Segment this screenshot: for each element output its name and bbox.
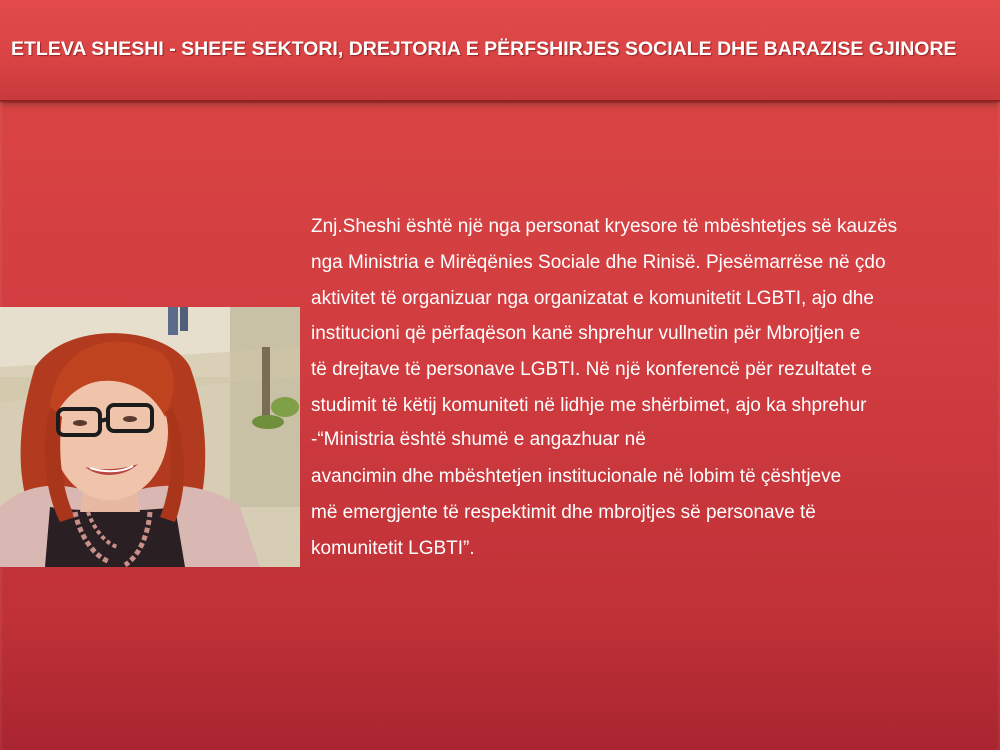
body-line: të drejtave të personave LGBTI. Në një konferencë për rezultatet e — [311, 359, 872, 380]
body-line: komunitetit LGBTI”. — [311, 538, 475, 559]
portrait-photo — [0, 307, 300, 567]
body-line: më emergjente të respektimit dhe mbrojtjes së personave të — [311, 502, 816, 523]
body-line: Znj.Sheshi është një nga personat kryesore të mbështetjes së kauzës — [311, 216, 898, 237]
body-line: -“Ministria është shumë e angazhuar në — [311, 429, 646, 450]
slide-title: ETLEVA SHESHI - SHEFE SEKTORI, DREJTORIA E PËRFSHIRJES SOCIALE DHE BARAZISE GJINORE — [11, 38, 957, 60]
body-line: institucioni që përfaqëson kanë shprehur vullnetin për Mbrojtjen e — [311, 323, 861, 344]
title-bar — [0, 0, 1000, 101]
body-line: studimit të këtij komuniteti në lidhje me shërbimet, ajo ka shprehur — [311, 395, 867, 416]
body-line: avancimin dhe mbështetjen institucionale në lobim të çështjeve — [311, 466, 842, 487]
portrait-illustration — [0, 307, 300, 567]
body-line: nga Ministria e Mirëqënies Sociale dhe Rinisë. Pjesëmarrëse në çdo — [311, 252, 886, 273]
body-line: aktivitet të organizuar nga organizatat e komunitetit LGBTI, ajo dhe — [311, 288, 874, 309]
